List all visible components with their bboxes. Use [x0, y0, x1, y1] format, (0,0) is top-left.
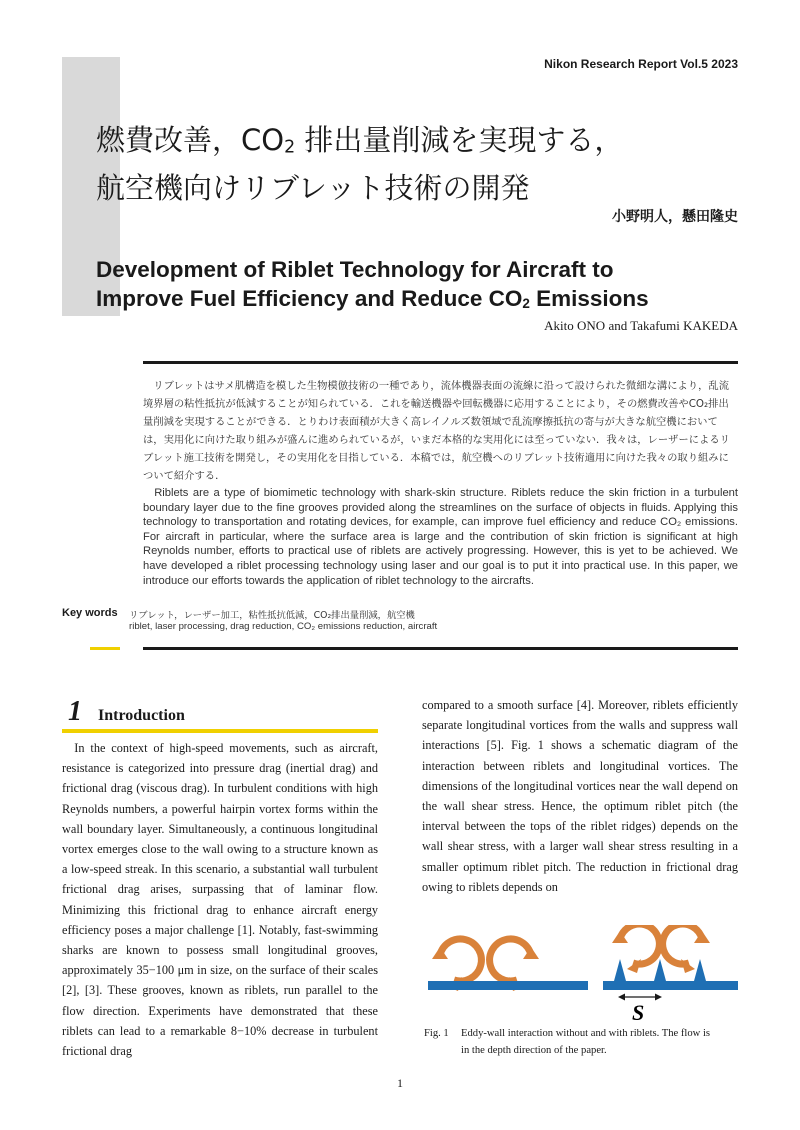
japanese-authors: 小野明人，懸田隆史: [612, 209, 738, 225]
english-abstract: Riblets are a type of biomimetic technology with shark-skin structure. Riblets reduce the skin friction in a turbulent boundary layer due to the fine grooves provided along the streamlines on the surface of objects in fluids. Applying this technology to transportation and rotating devices, for example, can improve fuel efficiency and reduce CO₂ emissions. For aircraft in particular, where the surface area is large and the contribution of skin friction is significant at high Reynolds number, efforts to practical use of riblets are actively progressing. However, this is yet to be achieved. We have developed a riblet processing technology using laser and our goal is to put it into practical use. In this paper, we introduce our efforts towards the application of riblet technology to the aircrafts.: [143, 487, 738, 587]
abstract-top-rule: [143, 361, 738, 364]
report-header: Nikon Research Report Vol.5 2023: [544, 57, 738, 71]
caption-line2: in the depth direction of the paper.: [461, 1045, 607, 1056]
smooth-wall: [428, 981, 588, 990]
keywords-label: Key words: [62, 607, 118, 619]
abstract-bottom-rule: [143, 647, 738, 650]
smooth-wall-panel: [428, 939, 588, 991]
english-authors: Akito ONO and Takafumi KAKEDA: [544, 318, 738, 333]
riblet-wall-panel: [603, 925, 738, 1025]
figure-caption: [424, 1025, 740, 1059]
body-text-left-column: In the context of high-speed movements, such as aircraft, resistance is categorized into pressure drag (inertial drag) and frictional drag (viscous drag). In turbulent conditions with high Reynolds numbers, a powerful hairpin vortex forms within the wall boundary layer. Simultaneously, a continuous longitudinal vortex emerges close to the wall owing to a structure known as a low-speed streak. In this scenario, a substantial wall turbulent frictional drag arises, surpassing that of laminar flow. Minimizing this frictional drag to enhance aircraft energy efficiency poses a major challenge [1]. Notably, fast-swimming sharks are known to possess small longitudinal grooves, approximately 35−100 μm in size, on the surface of their scales [2], [3]. These grooves, known as riblets, run parallel to the flow direction. Experiments have demonstrated that these riblets can lead to a remarkable 8−10% decrease in turbulent frictional drag: [62, 741, 378, 1059]
keywords-english: riblet, laser processing, drag reduction, CO₂ emissions reduction, aircraft: [129, 621, 438, 632]
keywords-yellow-accent: [90, 647, 120, 650]
jp-title-line2: 航空機向けリブレット技術の開発: [96, 170, 530, 205]
section-title: Introduction: [98, 707, 185, 724]
japanese-abstract: リブレットはサメ肌構造を模した生物模倣技術の一種であり，流体機器表面の流線に沿って設けられた微細な溝により，乱流境界層の粘性抵抗が低減することが知られている．これを輸送機器や回転機器に応用することにより，その燃費改善やCO₂排出量削減を実現することができる．とりわけ表面積が大きく高レイノルズ数領域で乱流摩擦抵抗の寄与が大きな航空機においては，実用化に向けた取り組みが盛んに進められているが，いまだ本格的な実用化には至っていない．我々は，レーザーによるリブレット施工技術を開発し，その実用化を目指している．本稿では，航空機へのリブレット技術適用に向けた我々の取り組みについて紹介する．: [143, 380, 730, 482]
japanese-title: [96, 120, 756, 208]
section-underline: [62, 729, 378, 733]
keywords-japanese: リブレット，レーザー加工，粘性抵抗低減，CO₂排出量削減，航空機: [129, 610, 415, 621]
caption-line1: Eddy-wall interaction without and with riblets. The flow is: [461, 1028, 711, 1039]
section-number: 1: [68, 696, 82, 727]
riblet-wall: [603, 981, 738, 990]
en-title-line2: Improve Fuel Efficiency and Reduce $CO_2$ Emissions: [96, 286, 649, 312]
figure-riblet-vortex-diagram: [428, 925, 738, 1025]
english-title: [96, 255, 776, 318]
caption-label: Fig. 1: [424, 1028, 449, 1039]
en-title-line1: Development of Riblet Technology for Aircraft to: [96, 257, 614, 282]
pitch-symbol: S: [632, 1000, 645, 1025]
page-number: 1: [397, 1076, 403, 1090]
body-text-right-column: compared to a smooth surface [4]. Moreover, riblets efficiently separate longitudinal vortices from the walls and suppress wall interactions [5]. Fig. 1 shows a schematic diagram of the interaction between riblets and longitudinal vortices. The dimensions of the longitudinal vortices near the wall depend on the wall shear stress. Hence, the optimum riblet pitch (the interval between the tops of the riblet ridges) depends on the wall shear stress, with a larger wall shear stress resulting in a smaller optimum riblet pitch. The reduction in frictional drag owing to riblets depends on: [422, 698, 738, 894]
jp-title-line1: 燃費改善，$CO_2$ 排出量削減を実現する，: [96, 123, 624, 158]
